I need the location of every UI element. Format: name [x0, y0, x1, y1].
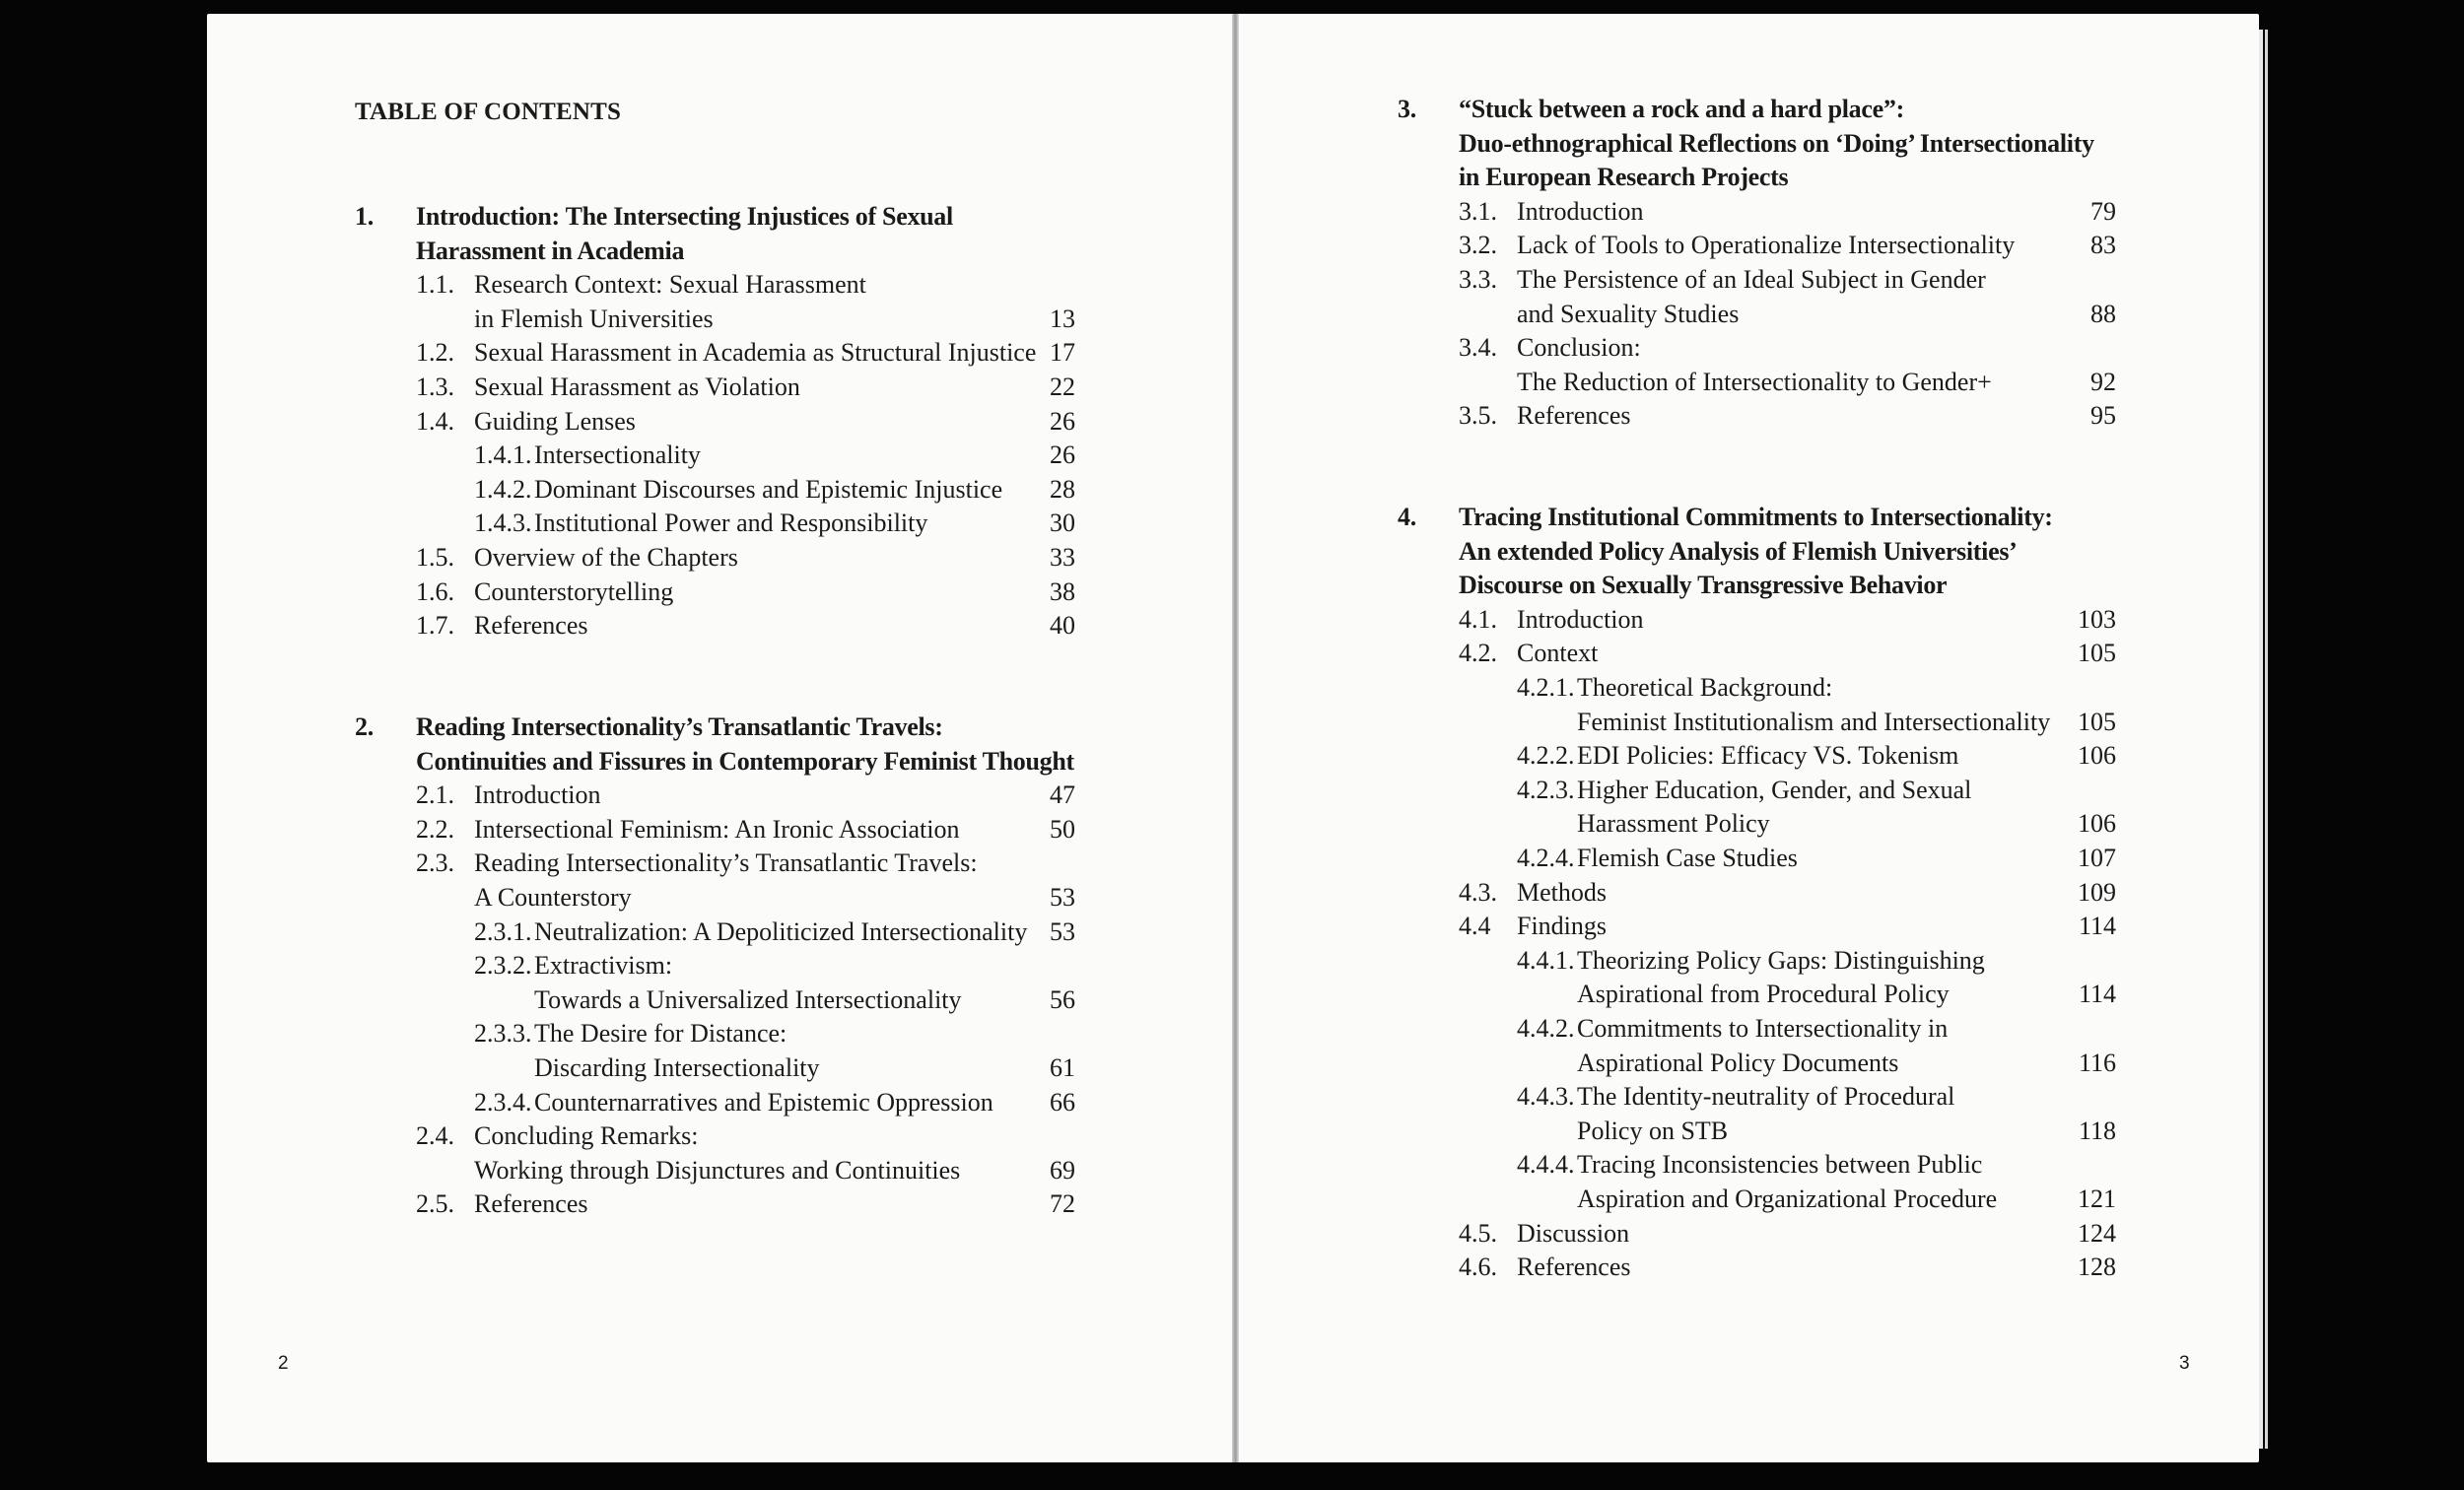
section-number: 1.2. — [416, 338, 454, 368]
chapter-title: Harassment in Academia — [416, 236, 685, 265]
chapter-title: Introduction: The Intersecting Injustices of Sexual — [416, 202, 953, 231]
section-number: 2.3. — [416, 848, 454, 878]
toc-entry-text: Institutional Power and Responsibility — [534, 508, 928, 538]
page-number: 114 — [2078, 980, 2116, 1009]
page-number: 17 — [1050, 338, 1075, 368]
chapter-title: in European Research Projects — [1459, 163, 1789, 192]
toc-entry-text: The Identity-neutrality of Procedural — [1577, 1082, 1955, 1112]
toc-entry-text: Introduction — [474, 780, 601, 810]
toc-entry-text: The Reduction of Intersectionality to Gender+ — [1517, 367, 1992, 396]
toc-entry-text: Neutralization: A Depoliticized Intersectionality — [534, 916, 1028, 946]
section-number: 4.1. — [1459, 604, 1497, 634]
section-number: 4.5. — [1459, 1218, 1497, 1248]
page-number: 72 — [1050, 1189, 1075, 1219]
page-number: 53 — [1050, 916, 1075, 946]
toc-entry-text: Introduction — [1517, 196, 1644, 226]
page-number: 95 — [2090, 401, 2116, 431]
toc-entry-text: A Counterstory — [474, 883, 632, 912]
subsection-number: 4.4.2. — [1517, 1014, 1575, 1043]
page-number: 22 — [1050, 372, 1075, 401]
toc-entry-text: The Desire for Distance: — [534, 1019, 787, 1049]
page-number: 61 — [1050, 1053, 1075, 1082]
toc-entry-text: and Sexuality Studies — [1517, 299, 1740, 328]
toc-entry-text: Aspirational Policy Documents — [1577, 1048, 1899, 1077]
page-number: 118 — [2078, 1116, 2116, 1145]
toc-entry-text: Aspirational from Procedural Policy — [1577, 980, 1950, 1009]
toc-entry-text: Theoretical Background: — [1577, 673, 1833, 702]
toc-entry-text: Counternarratives and Epistemic Oppression — [534, 1087, 993, 1117]
page-number: 50 — [1050, 814, 1075, 844]
page-number: 106 — [2078, 809, 2116, 839]
page-number: 121 — [2078, 1185, 2116, 1213]
toc-entry-text: Towards a Universalized Intersectionality — [534, 984, 962, 1014]
page-number: 109 — [2078, 877, 2116, 907]
toc-entry-text: Flemish Case Studies — [1577, 844, 1798, 872]
section-number: 4.2. — [1459, 639, 1497, 668]
page-number: 13 — [1050, 304, 1075, 333]
toc-entry-text: in Flemish Universities — [474, 304, 714, 333]
chapter-title: Tracing Institutional Commitments to Intersectionality: — [1459, 503, 2053, 531]
section-number: 1.5. — [416, 543, 454, 572]
page-number: 83 — [2090, 231, 2116, 260]
page-number: 26 — [1050, 406, 1075, 436]
subsection-number: 4.4.4. — [1517, 1150, 1575, 1180]
toc-entry-text: Intersectionality — [534, 440, 701, 470]
toc-entry-text: Aspiration and Organizational Procedure — [1577, 1185, 1998, 1213]
toc-entry-text: Research Context: Sexual Harassment — [474, 270, 866, 300]
page-number: 66 — [1050, 1087, 1075, 1117]
page-number: 56 — [1050, 984, 1075, 1014]
subsection-number: 4.2.1. — [1517, 673, 1575, 702]
chapter-title: “Stuck between a rock and a hard place”: — [1459, 95, 1904, 123]
section-number: 3.2. — [1459, 231, 1497, 260]
toc-entry-text: Sexual Harassment as Violation — [474, 372, 800, 401]
toc-entry-text: Commitments to Intersectionality in — [1577, 1014, 1949, 1043]
page-number: 103 — [2078, 604, 2116, 634]
section-number: 2.5. — [416, 1189, 454, 1219]
section-number: 1.1. — [416, 270, 454, 300]
section-number: 2.4. — [416, 1121, 454, 1151]
subsection-number: 2.3.3. — [474, 1019, 532, 1049]
subsection-number: 1.4.1. — [474, 440, 532, 470]
toc-entry-text: Feminist Institutionalism and Intersectionality — [1577, 707, 2051, 736]
page-number: 53 — [1050, 883, 1075, 912]
chapter-number: 3. — [1398, 95, 1416, 123]
section-number: 3.5. — [1459, 401, 1497, 431]
subsection-number: 4.4.1. — [1517, 945, 1575, 975]
section-number: 1.6. — [416, 576, 454, 606]
chapter-title: Reading Intersectionality’s Transatlantic Travels: — [416, 712, 943, 741]
chapter-number: 1. — [355, 202, 374, 231]
chapter-number: 4. — [1398, 503, 1416, 531]
toc-entry-text: Theorizing Policy Gaps: Distinguishing — [1577, 945, 1985, 975]
subsection-number: 2.3.1. — [474, 916, 532, 946]
toc-entry-text: References — [1517, 1253, 1631, 1282]
section-number: 1.7. — [416, 611, 454, 641]
chapter-title: Duo-ethnographical Reflections on ‘Doing’ Intersectionality — [1459, 128, 2094, 158]
page-number: 30 — [1050, 508, 1075, 538]
subsection-number: 1.4.3. — [474, 508, 532, 538]
toc-entry-text: Higher Education, Gender, and Sexual — [1577, 775, 1972, 804]
toc-entry-text: Guiding Lenses — [474, 406, 636, 436]
toc-entry-text: Reading Intersectionality’s Transatlantic Travels: — [474, 848, 978, 878]
toc-entry-text: References — [474, 1189, 588, 1219]
folio-right: 3 — [2179, 1353, 2190, 1374]
section-number: 1.3. — [416, 372, 454, 401]
chapter-title: Continuities and Fissures in Contemporary Feminist Thought — [416, 746, 1074, 776]
subsection-number: 4.2.3. — [1517, 775, 1575, 804]
toc-entry-text: Lack of Tools to Operationalize Intersectionality — [1517, 231, 2016, 260]
page-number: 92 — [2090, 367, 2116, 396]
page-edge — [2265, 30, 2268, 1449]
section-number: 4.6. — [1459, 1253, 1497, 1282]
toc-entry-text: Intersectional Feminism: An Ironic Association — [474, 814, 960, 844]
chapter-number: 2. — [355, 712, 374, 741]
section-number: 4.4 — [1459, 912, 1491, 941]
page-number: 105 — [2078, 707, 2116, 736]
page-number: 40 — [1050, 611, 1075, 641]
page-edge — [2259, 30, 2263, 1449]
toc-entry-text: Discarding Intersectionality — [534, 1053, 820, 1082]
subsection-number: 2.3.4. — [474, 1087, 532, 1117]
folio-left: 2 — [278, 1353, 289, 1374]
page-number: 106 — [2078, 741, 2116, 771]
toc-entry-text: Findings — [1517, 912, 1608, 941]
page-number: 116 — [2078, 1048, 2116, 1077]
section-number: 1.4. — [416, 406, 454, 436]
page-number: 33 — [1050, 543, 1075, 572]
page-number: 114 — [2078, 912, 2116, 941]
page-number: 105 — [2078, 639, 2116, 668]
section-number: 4.3. — [1459, 877, 1497, 907]
page-number: 88 — [2090, 299, 2116, 328]
toc-entry-text: References — [474, 611, 588, 641]
toc-entry-text: Policy on STB — [1577, 1116, 1729, 1145]
toc-entry-text: Discussion — [1517, 1218, 1630, 1248]
toc-entry-text: Sexual Harassment in Academia as Structural Injustice — [474, 338, 1037, 368]
toc-entry-text: The Persistence of an Ideal Subject in Gender — [1517, 265, 1986, 294]
subsection-number: 4.2.2. — [1517, 741, 1575, 771]
page-number: 28 — [1050, 474, 1075, 504]
toc-entry-text: Overview of the Chapters — [474, 543, 738, 572]
toc-entry-text: Dominant Discourses and Epistemic Injustice — [534, 474, 1003, 504]
toc-entry-text: Introduction — [1517, 604, 1644, 634]
book-gutter — [1232, 14, 1239, 1462]
page-number: 79 — [2090, 196, 2116, 226]
subsection-number: 4.4.3. — [1517, 1082, 1575, 1112]
subsection-number: 2.3.2. — [474, 951, 532, 981]
toc-entry-text: Conclusion: — [1517, 333, 1641, 363]
toc-entry-text: Concluding Remarks: — [474, 1121, 699, 1151]
section-number: 2.2. — [416, 814, 454, 844]
page-number: 47 — [1050, 780, 1075, 810]
toc-entry-text: Harassment Policy — [1577, 809, 1770, 839]
page-number: 107 — [2078, 844, 2116, 872]
toc-entry-text: Counterstorytelling — [474, 576, 674, 606]
chapter-title: An extended Policy Analysis of Flemish Universities’ — [1459, 536, 2018, 566]
page-number: 124 — [2078, 1218, 2116, 1248]
page-number: 38 — [1050, 576, 1075, 606]
toc-entry-text: Tracing Inconsistencies between Public — [1577, 1150, 1983, 1180]
section-number: 3.3. — [1459, 265, 1497, 294]
toc-entry-text: EDI Policies: Efficacy VS. Tokenism — [1577, 741, 1959, 771]
chapter-title: Discourse on Sexually Transgressive Behavior — [1459, 571, 1948, 600]
toc-entry-text: Extractivism: — [534, 951, 673, 981]
page-number: 69 — [1050, 1155, 1075, 1185]
toc-heading: TABLE OF CONTENTS — [355, 99, 622, 125]
toc-entry-text: References — [1517, 401, 1631, 431]
page-number: 26 — [1050, 440, 1075, 470]
toc-entry-text: Working through Disjunctures and Continuities — [474, 1155, 961, 1185]
subsection-number: 4.2.4. — [1517, 844, 1575, 872]
page-number: 128 — [2078, 1253, 2116, 1282]
toc-entry-text: Context — [1517, 639, 1599, 668]
section-number: 3.1. — [1459, 196, 1497, 226]
section-number: 2.1. — [416, 780, 454, 810]
subsection-number: 1.4.2. — [474, 474, 532, 504]
toc-entry-text: Methods — [1517, 877, 1607, 907]
section-number: 3.4. — [1459, 333, 1497, 363]
